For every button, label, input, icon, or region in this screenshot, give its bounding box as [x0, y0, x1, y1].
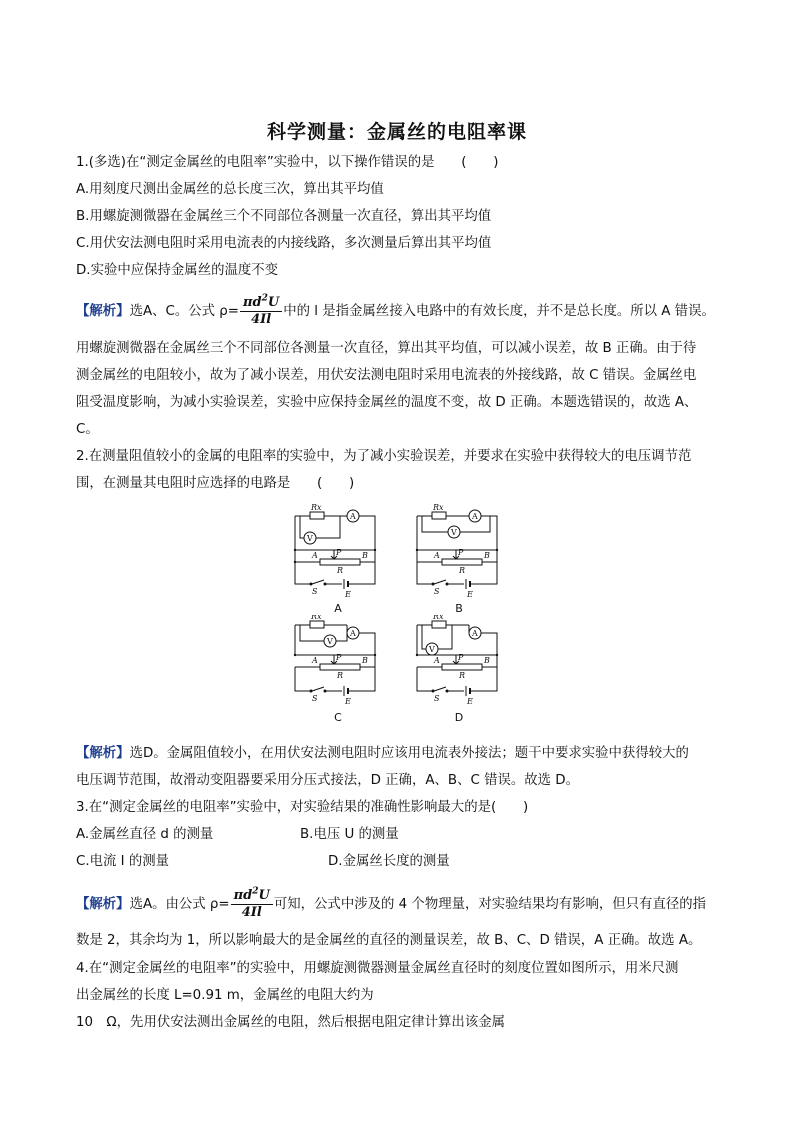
slider-p-label: P [336, 653, 342, 662]
resistor-rx-label: Rx [433, 503, 444, 512]
voltmeter-symbol: V [451, 528, 457, 537]
ammeter-symbol: A [472, 629, 478, 638]
formula-exponent: 2 [261, 293, 268, 304]
formula-numerator-tail: U [267, 294, 280, 310]
ammeter-symbol: A [350, 629, 356, 638]
end-a-label: A [312, 551, 318, 560]
switch-s-label: S [434, 587, 440, 596]
voltmeter-symbol: V [327, 637, 333, 646]
q3-option-b: B.电压 U 的测量 [300, 827, 399, 842]
resistor-rx-label: Rx [433, 615, 444, 621]
q3-solution-lead: 选A。由公式 ρ= [129, 897, 230, 912]
rheostat-r-label: R [337, 566, 344, 575]
battery-e-label: E [467, 590, 473, 599]
q1-option-c: C.用伏安法测电阻时采用电流表的内接线路，多次测量后算出其平均值 [76, 236, 492, 251]
q4-line-1: 4.在“测定金属丝的电阻率”的实验中，用螺旋测微器测量金属丝直径时的刻度位置如图所示，用米尺测 [76, 961, 679, 976]
circuit-label-b: B [455, 602, 463, 615]
q1-solution-line-1 [76, 293, 715, 331]
q1-solution-tail: 中的 l 是指金属丝接入电路中的有效长度，并不是总长度。所以 A 错误。 [283, 304, 715, 319]
formula-denominator: 4Il [251, 311, 272, 327]
formula-exponent: 2 [252, 886, 259, 897]
q1-solution-lead: 选A、C。公式 ρ= [129, 304, 240, 319]
q1-solution-line-3: 测金属丝的电阻较小，故为了减小误差，用伏安法测电阻时采用电流表的外接线路，故 C 错误。金属丝电 [76, 368, 697, 383]
rheostat-r-label: R [337, 671, 344, 680]
resistivity-formula [240, 295, 282, 328]
q3-solution-line-2: 数是 2，其余均为 1，所以影响最大的是金属丝的直径的测量误差，故 B、C、D 错误，A 正确。故选 A。 [76, 933, 702, 948]
q1-solution-line-2: 用螺旋测微器在金属丝三个不同部位各测量一次直径，算出其平均值，可以减小误差，故 B 正确。由于待 [76, 341, 697, 356]
circuit-label-c: C [334, 711, 342, 724]
switch-s-label: S [312, 587, 318, 596]
formula-numerator: πd [233, 887, 253, 903]
voltmeter-symbol: V [429, 645, 435, 654]
circuit-diagram-b [412, 502, 512, 602]
voltmeter-symbol: V [307, 534, 313, 543]
battery-e-label: E [345, 590, 351, 599]
q1-option-d: D.实验中应保持金属丝的温度不变 [76, 263, 279, 278]
circuit-label-a: A [334, 602, 342, 615]
solution-tag: 【解析】 [76, 897, 130, 912]
circuit-diagram-d [412, 615, 512, 715]
q1-stem: 1.(多选)在“测定金属丝的电阻率”实验中，以下操作错误的是 ( ) [76, 155, 499, 170]
solution-tag: 【解析】 [76, 304, 130, 319]
q1-option-a: A.用刻度尺测出金属丝的总长度三次，算出其平均值 [76, 182, 384, 197]
end-a-label: A [434, 551, 440, 560]
q1-option-b: B.用螺旋测微器在金属丝三个不同部位各测量一次直径，算出其平均值 [76, 209, 492, 224]
switch-s-label: S [434, 694, 440, 703]
ammeter-symbol: A [350, 512, 356, 521]
q2-solution-line-1 [76, 745, 689, 763]
resistor-rx-label: Rx [311, 615, 322, 621]
q3-option-a: A.金属丝直径 d 的测量 [76, 827, 214, 842]
q3-option-d: D.金属丝长度的测量 [328, 854, 450, 869]
q3-solution-tail: 可知，公式中涉及的 4 个物理量，对实验结果均有影响，但只有直径的指 [273, 897, 707, 912]
end-b-label: B [484, 656, 490, 665]
q3-option-c: C.电流 I 的测量 [76, 854, 170, 869]
slider-p-label: P [458, 653, 464, 662]
q3-stem: 3.在“测定金属丝的电阻率”实验中，对实验结果的准确性影响最大的是( ) [76, 800, 529, 815]
q2-stem-line-2: 围，在测量其电阻时应选择的电路是 ( ) [76, 476, 355, 491]
q4-line-2: 出金属丝的长度 L=0.91 m，金属丝的电阻大约为 [76, 988, 374, 1003]
page-title: 科学测量：金属丝的电阻率课 [266, 121, 527, 143]
rheostat-r-label: R [459, 671, 466, 680]
q4-line-3: 10 Ω，先用伏安法测出金属丝的电阻，然后根据电阻定律计算出该金属 [76, 1015, 505, 1030]
q1-solution-line-5: C。 [76, 422, 99, 437]
q3-solution-line-1 [76, 886, 706, 924]
battery-e-label: E [345, 697, 351, 706]
end-a-label: A [312, 656, 318, 665]
resistor-rx-label: Rx [311, 503, 322, 512]
q2-solution-text-1: 选D。金属阻值较小，在用伏安法测电阻时应该用电流表外接法；题干中要求实验中获得较大的 [129, 746, 689, 761]
circuit-diagram-a [290, 502, 390, 602]
end-b-label: B [484, 551, 490, 560]
end-b-label: B [362, 551, 368, 560]
end-b-label: B [362, 656, 368, 665]
q1-solution-line-4: 阻受温度影响，为减小实验误差，实验中应保持金属丝的温度不变，故 D 正确。本题选错误的，故选 A、 [76, 395, 698, 410]
solution-tag: 【解析】 [76, 746, 130, 761]
switch-s-label: S [312, 694, 318, 703]
resistivity-formula [231, 888, 273, 921]
battery-e-label: E [467, 697, 473, 706]
circuit-diagram-c [290, 615, 390, 715]
formula-numerator: πd [243, 294, 262, 310]
formula-numerator-tail: U [258, 887, 270, 903]
end-a-label: A [434, 656, 440, 665]
rheostat-r-label: R [459, 566, 466, 575]
slider-p-label: P [336, 548, 342, 557]
q2-stem-line-1: 2.在测量阻值较小的金属的电阻率的实验中，为了减小实验误差，并要求在实验中获得较大的电压调节范 [76, 449, 692, 464]
q2-solution-line-2: 电压调节范围，故滑动变阻器要采用分压式接法，D 正确，A、B、C 错误。故选 D。 [76, 773, 579, 788]
ammeter-symbol: A [472, 512, 478, 521]
formula-denominator: 4Il [241, 904, 262, 920]
slider-p-label: P [458, 548, 464, 557]
circuit-label-d: D [454, 711, 464, 724]
